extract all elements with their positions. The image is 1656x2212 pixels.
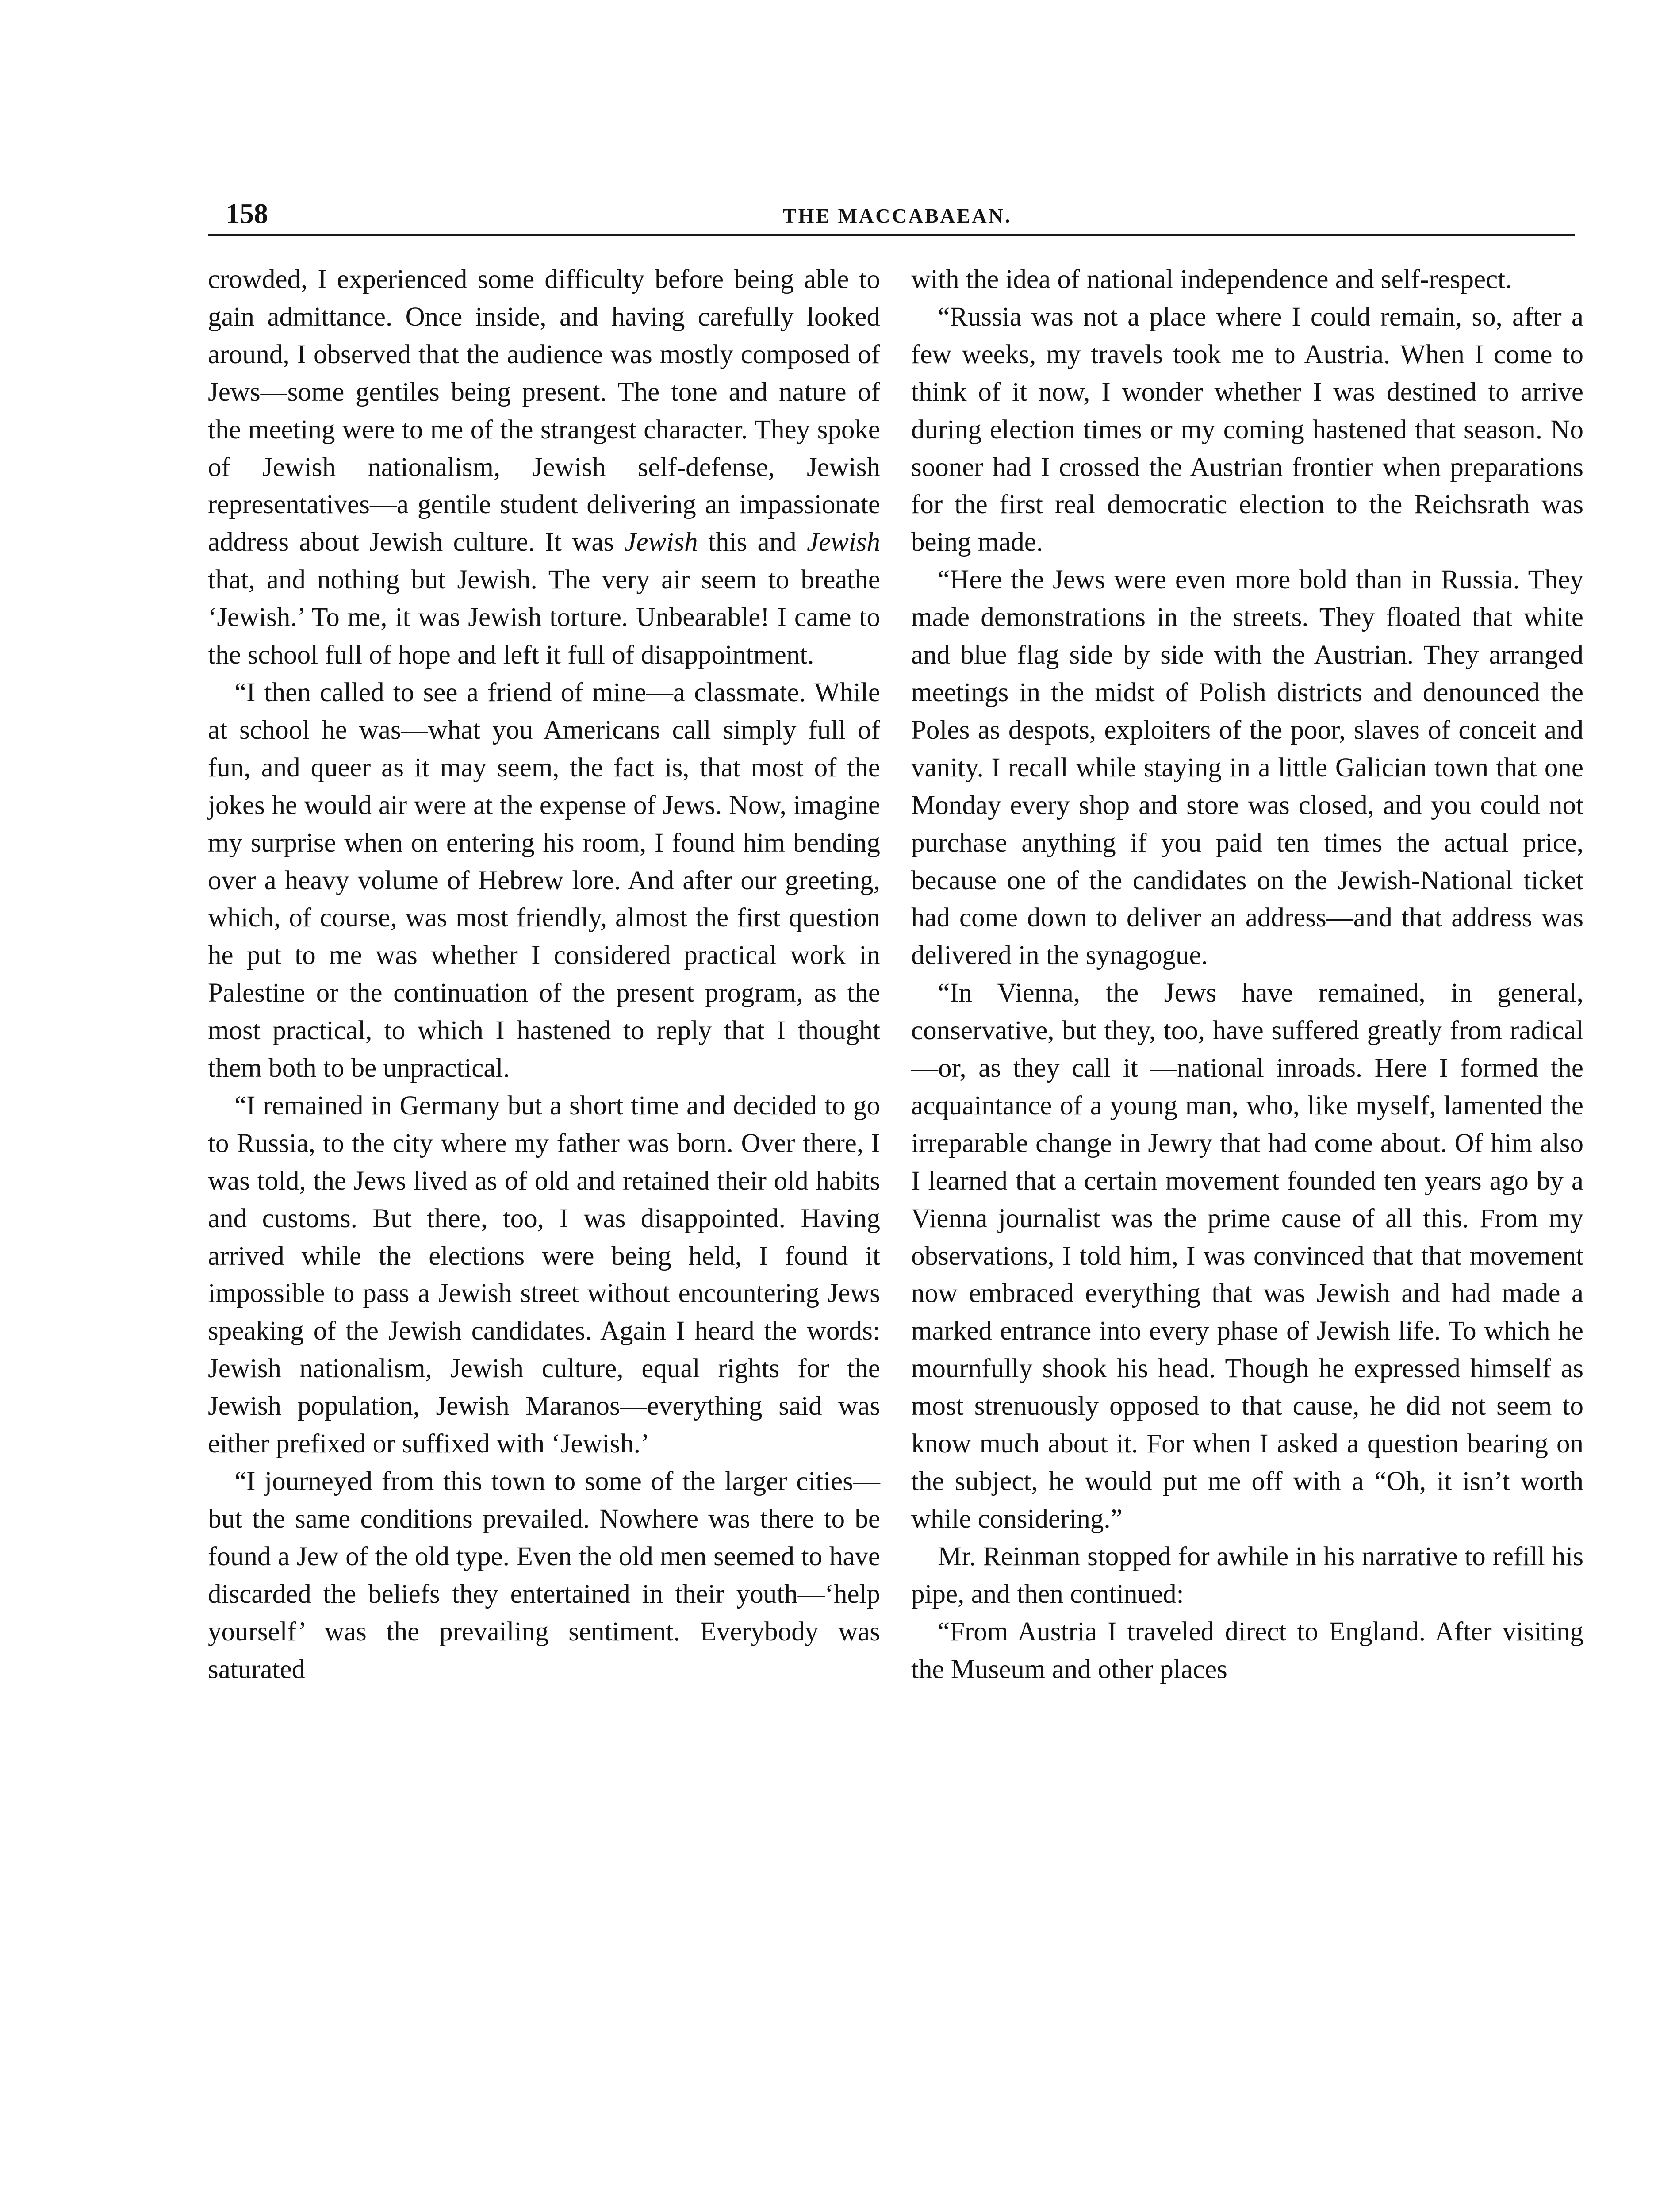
paragraph: Mr. Reinman stopped for awhile in his narrative to refill his pipe, and then continued: (911, 1541, 1583, 1609)
running-head: THE MACCABAEAN. (783, 204, 1012, 227)
right-column (911, 261, 1583, 1688)
page-number: 158 (226, 198, 268, 229)
emphasis: Jewish (806, 527, 880, 557)
paragraph: “I remained in Germany but a short time and decided to go to Russia, to the city where my father was born. Over there, I was told, the Jews lived as of old and retained their old habits and customs. But there, too, I was disappointed. Having arrived while the elections were being held, I found it impossible to pass a Jewish street without encountering Jews speaking of the Jewish candidates. Again I heard the words: Jewish nationalism, Jewish culture, equal rights for the Jewish population, Jewish Maranos—everything said was either prefixed or suffixed with ‘Jewish.’ (208, 1091, 880, 1459)
emphasis: Jewish (624, 527, 698, 557)
paragraph: “From Austria I traveled direct to England. After visiting the Museum and other places (911, 1617, 1583, 1684)
paragraph: “I then called to see a friend of mine—a classmate. While at school he was—what you Americans call simply full of fun, and queer as it may seem, the fact is, that most of the jokes he would air were at the expense of Jews. Now, imagine my surprise when on entering his room, I found him bending over a heavy volume of Hebrew lore. And after our greeting, which, of course, was most friendly, almost the first question he put to me was whether I considered practical work in Palestine or the continuation of the present program, as the most practical, to which I hastened to reply that I thought them both to be unpractical. (208, 677, 880, 1083)
paragraph: “In Vienna, the Jews have remained, in general, conservative, but they, too, have suffered greatly from radical—or, as they call it —national inroads. Here I formed the acquaintance of a young man, who, like myself, lamented the irreparable change in Jewry that had come about. Of him also I learned that a certain movement founded ten years ago by a Vienna journalist was the prime cause of all this. From my observations, I told him, I was convinced that that movement now embraced everything that was Jewish and had made a marked entrance into every phase of Jewish life. To which he mournfully shook his head. Though he expressed himself as most strenuously opposed to that cause, he did not seem to know much about it. For when I asked a question bearing on the subject, he would put me off with a “Oh, it isn’t worth while considering.” (911, 978, 1583, 1534)
paragraph: crowded, I experienced some difficulty before being able to gain admittance. Once inside, and having carefully looked around, I observed that the audience was mostly composed of Jews—some gentiles being present. The tone and nature of the meeting were to me of the strangest character. They spoke of Jewish nationalism, Jewish self-defense, Jewish representatives—a gentile student delivering an impassionate address about Jewish culture. It was Jewish this and Jewish that, and nothing but Jewish. The very air seem to breathe ‘Jewish.’ To me, it was Jewish torture. Unbearable! I came to the school full of hope and left it full of disappointment. (208, 265, 880, 670)
paragraph: “I journeyed from this town to some of the larger cities—but the same conditions prevailed. Nowhere was there to be found a Jew of the old type. Even the old men seemed to have discarded the beliefs they entertained in their youth—‘help yourself’ was the prevailing sentiment. Everybody was saturated (208, 1467, 880, 1684)
page-header (208, 194, 1575, 236)
paragraph: with the idea of national independence and self-respect. (911, 265, 1512, 294)
paragraph: “Russia was not a place where I could remain, so, after a few weeks, my travels took me to Austria. When I come to think of it now, I wonder whether I was destined to arrive during election times or my coming hastened that season. No sooner had I crossed the Austrian frontier when preparations for the first real democratic election to the Reichsrath was being made. (911, 302, 1583, 557)
paragraph: “Here the Jews were even more bold than in Russia. They made demonstrations in the streets. They floated that white and blue flag side by side with the Austrian. They arranged meetings in the midst of Polish districts and denounced the Poles as despots, exploiters of the poor, slaves of conceit and vanity. I recall while staying in a little Galician town that one Monday every shop and store was closed, and you could not purchase anything if you paid ten times the actual price, because one of the candidates on the Jewish-National ticket had come down to deliver an address—and that address was delivered in the synagogue. (911, 565, 1583, 971)
left-column (208, 261, 880, 1688)
